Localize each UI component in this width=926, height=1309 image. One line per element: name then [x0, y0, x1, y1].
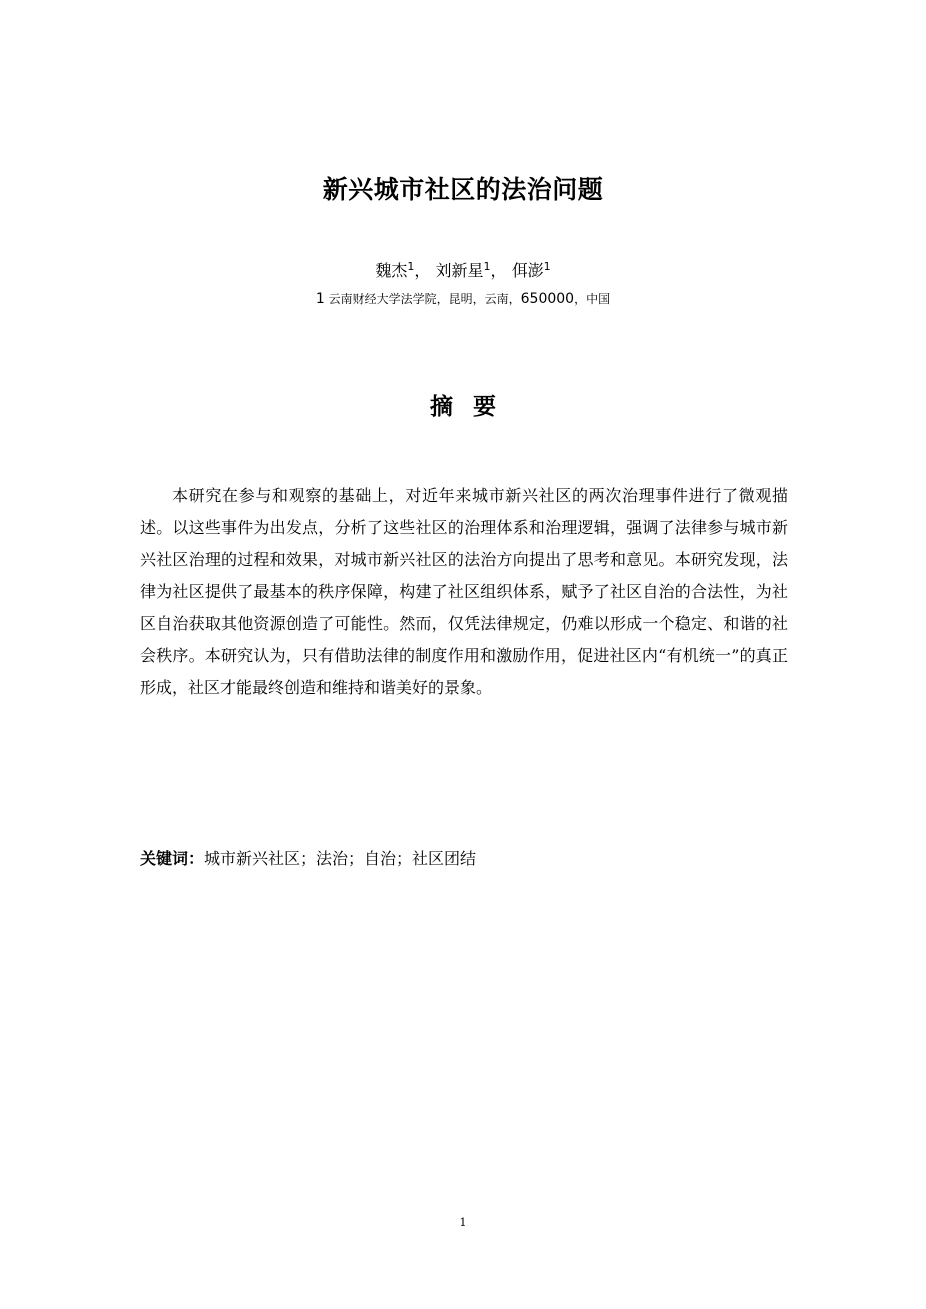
author-name: 刘新星: [435, 261, 484, 280]
affiliation-number: 1: [315, 291, 325, 307]
author-separator: ，: [490, 261, 507, 280]
author-separator: ，: [414, 261, 431, 280]
author-list: [0, 258, 926, 281]
affiliation-text: 云南财经大学法学院，昆明，云南，: [328, 292, 521, 306]
page-number: 1: [459, 1216, 467, 1229]
affiliation: [0, 290, 926, 307]
abstract-body: 本研究在参与和观察的基础上，对近年来城市新兴社区的两次治理事件进行了微观描述。以这些事件为出发点，分析了这些社区的治理体系和治理逻辑，强调了法律参与城市新兴社区治理的过程和效果，对城市新兴社区的法治方向提出了思考和意见。本研究发现，法律为社区提供了最基本的秩序保障，构建了社区组织体系，赋予了社区自治的合法性，为社区自治获取其他资源创造了可能性。然而，仅凭法律规定，仍难以形成一个稳定、和谐的社会秩序。本研究认为，只有借助法律的制度作用和激励作用，促进社区内“有机统一”的真正形成，社区才能最终创造和维持和谐美好的景象。: [140, 486, 788, 697]
author-name: 魏杰: [375, 261, 408, 280]
affiliation-postcode: 650000: [520, 291, 575, 307]
author-affiliation-mark: 1: [407, 260, 415, 273]
author-affiliation-mark: 1: [543, 260, 551, 273]
keywords-line: [140, 846, 788, 872]
abstract-heading: 摘要: [430, 394, 516, 420]
keywords-label: 关键词：: [140, 849, 205, 868]
keywords-value: 城市新兴社区；法治；自治；社区团结: [204, 849, 477, 868]
author-name: 佴澎: [511, 261, 544, 280]
paper-title: 新兴城市社区的法治问题: [322, 175, 604, 204]
author-affiliation-mark: 1: [483, 260, 491, 273]
affiliation-country: ，中国: [574, 292, 611, 306]
